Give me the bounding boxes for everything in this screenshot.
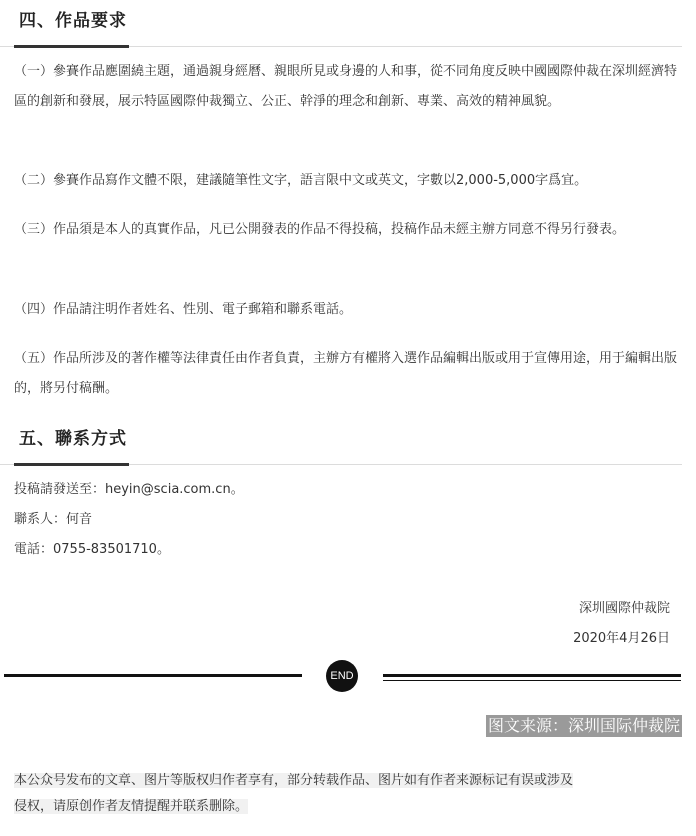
signature-org: 深圳國際仲裁院 [578,601,670,616]
requirement-item-5: （五）作品所涉及的著作權等法律責任由作者負責，主辦方有權將入選作品編輯出版或用于宣傳用途，用于編輯出版的，將另付稿酬。 [14,351,678,396]
section-4-title: 四、作品要求 [19,11,127,31]
copyright-notice [14,768,682,820]
signature-date: 2020年4月26日 [573,631,670,646]
contact-person-line: 聯系人：何音 [14,512,93,527]
end-badge: END [326,660,358,692]
source-label: 图文来源：深圳国际仲裁院 [487,716,680,735]
copyright-notice-line-2: 侵权，请原创作者友情提醒并联系删除。 [14,799,249,814]
contact-email-line: 投稿請發送至：heyin@scia.com.cn。 [14,482,244,497]
section-5-header [0,418,682,465]
section-5-title: 五、聯系方式 [19,429,127,449]
end-divider-right [383,674,681,677]
section-4-header [0,0,682,47]
end-divider-left [4,674,302,677]
contact-phone-line: 電話：0755-83501710。 [14,542,170,557]
end-divider-right-thin [383,680,681,681]
requirement-item-1: （一）參賽作品應圍繞主題，通過親身經曆、親眼所見或身邊的人和事，從不同角度反映中國國際仲裁在深圳經濟特區的創新和發展，展示特區國際仲裁獨立、公正、幹淨的理念和創新、專業、高效的精神風貌。 [14,64,678,109]
requirement-item-3: （三）作品須是本人的真實作品，凡已公開發表的作品不得投稿，投稿作品未經主辦方同意不得另行發表。 [14,222,626,237]
copyright-notice-line-1: 本公众号发布的文章、图片等版权归作者享有，部分转载作品、图片如有作者来源标记有误或涉及 [14,773,574,788]
section-4-underline [14,45,129,48]
section-5-underline [14,463,129,466]
requirement-item-4: （四）作品請注明作者姓名、性別、電子郵箱和聯系電話。 [14,302,353,317]
requirement-item-2: （二）參賽作品寫作文體不限，建議隨筆性文字，語言限中文或英文，字數以2,000-5,000字爲宜。 [14,173,588,188]
